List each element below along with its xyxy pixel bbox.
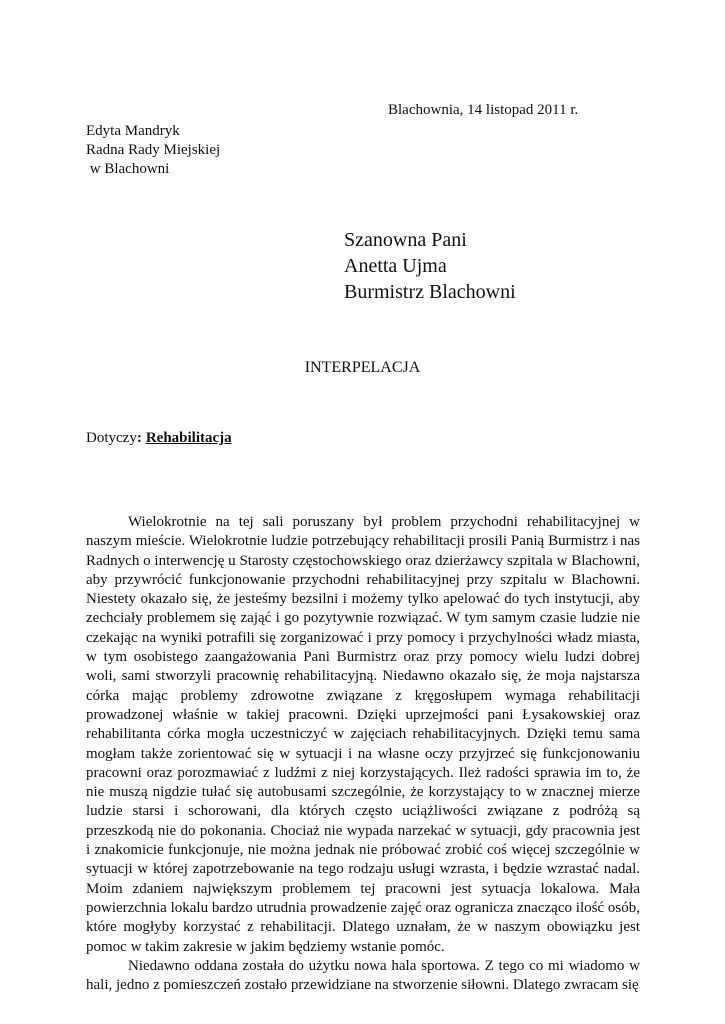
addressee-block xyxy=(344,227,516,305)
subject-line xyxy=(86,430,232,447)
body-paragraph: Wielokrotnie na tej sali poruszany był problem przychodni rehabilitacyjnej w naszym mieście. Wielokrotnie ludzie potrzebujący rehabilitacji prosili Panią Burmistrz i nas Radnych o interwencję u Starosty częstochowskiego oraz dzierżawcy szpitala w Blachowni, aby przywrócić funkcjonowanie przychodni rehabilitacyjnej przy szpitalu w Blachowni. Niestety okazało się, że jesteśmy bezsilni i możemy tylko apelować do tych instytucji, aby zechciały problemem się zająć i go pozytywnie rozwiązać. W tym samym czasie ludzie nie czekając na wyniki potrafili się zorganizować i przy pomocy i przychylności władz miasta, w tym osobistego zaangażowania Pani Burmistrz oraz przy pomocy wielu ludzi dobrej woli, sami stworzyli pracownię rehabilitacyjną. Niedawno okazało się, że moja najstarsza córka mając problemy zdrowotne związane z kręgosłupem wymaga rehabilitacji prowadzonej właśnie w takiej pracowni. Dzięki uprzejmości pani Łysakowskiej oraz rehabilitanta córka mogła uczestniczyć w zajęciach rehabilitacyjnych. Dzięki temu sama mogłam także zorientować się w sytuacji i na własne oczy przyjrzeć się funkcjonowaniu pracowni oraz porozmawiać z ludźmi z niej korzystających. Ileż radości sprawia im to, że nie muszą nigdzie tułać się autobusami szczególnie, że korzystający to w znacznej mierze ludzie starsi i schorowani, dla których często uciążliwości związane z podróżą są przeszkodą nie do pokonania. Chociaż nie wypada narzekać w sytuacji, gdy pracownia jest i znakomicie funkcjonuje, nie można jednak nie próbować zrobić coś więcej szczególnie w sytuacji w której zapotrzebowanie na tego rodzaju usługi wzrasta, i będzie wzrastać nadal. Moim zdaniem największym problemem tej pracowni jest sytuacja lokalowa. Mała powierzchnia lokalu bardzo utrudnia prowadzenie zajęć oraz ogranicza znacząco ilość osób, które mogłyby korzystać z rehabilitacji. Dlatego uznałam, że w naszym obowiązku jest pomoc w takim zakresie w jakim będziemy wstanie pomóc. xyxy=(86,514,640,955)
addressee-name: Anetta Ujma xyxy=(344,255,447,277)
letter-body xyxy=(86,513,640,995)
body-paragraph: Niedawno oddana została do użytku nowa hala sportowa. Z tego co mi wiadomo w hali, jedno z pomieszczeń zostało przewidziane na stworzenie siłowni. Dlatego zwracam się xyxy=(86,957,640,994)
subject-colon: : xyxy=(136,430,142,446)
subject-label: Dotyczy xyxy=(86,430,137,446)
addressee-salutation: Szanowna Pani xyxy=(344,229,467,251)
sender-block xyxy=(86,122,220,179)
sender-name: Edyta Mandryk xyxy=(86,123,180,139)
sender-place: w Blachowni xyxy=(86,161,170,177)
letter-date: Blachownia, 14 listopad 2011 r. xyxy=(388,102,579,118)
subject-topic: Rehabilitacja xyxy=(145,430,232,446)
sender-role: Radna Rady Miejskiej xyxy=(86,142,221,158)
document-heading: INTERPELACJA xyxy=(304,359,421,376)
addressee-title: Burmistrz Blachowni xyxy=(344,281,516,303)
